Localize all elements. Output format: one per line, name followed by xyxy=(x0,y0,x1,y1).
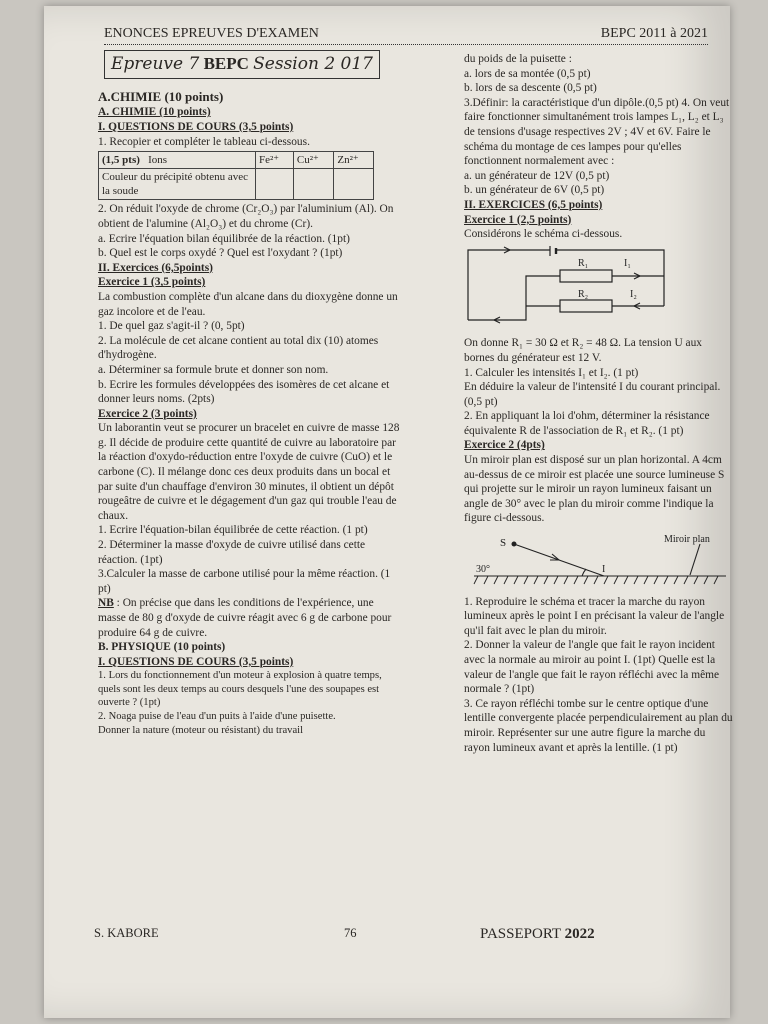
question-text: 2. Déterminer la masse d'oxyde de cuivre utilisé dans cette réaction. (1pt) xyxy=(98,539,366,566)
exercice1-physique-heading: Exercice 1 (2,5 points) xyxy=(464,213,572,226)
question-text: b. un générateur de 6V (0,5 pt) xyxy=(464,184,605,197)
exercices-heading: II. Exercices (6,5points) xyxy=(98,261,213,274)
header-left: ENONCES EPREUVES D'EXAMEN xyxy=(104,26,319,41)
chimie-heading: A.CHIMIE (10 points) xyxy=(98,88,224,104)
question-text: En déduire la valeur de l'intensité I du courant principal. (0,5 pt) xyxy=(464,381,721,408)
question-text: 2. La molécule de cet alcane contient au total dix (10) atomes d'hydrogène. xyxy=(98,334,379,362)
question-text: b. Ecrire les formules développées des isomères de cet alcane et donner leurs noms. (2pts) xyxy=(98,378,390,406)
resistor-r1 xyxy=(560,270,612,282)
question-text: La combustion complète d'un alcane dans du dioxygène donne un gaz incolore et de l'eau. xyxy=(98,290,398,318)
question-text: 2. Noaga puise de l'eau d'un puits à l'aide d'une puisette. xyxy=(98,711,336,723)
question-text: a. lors de sa montée (0,5 pt) xyxy=(464,67,591,80)
question-text: On donne R₁ = 30 Ω et R₂ = 48 Ω. La tension U aux bornes du générateur est 12 V. xyxy=(464,337,702,364)
mirror-diagram xyxy=(464,532,734,588)
header-right: BEPC 2011 à 2021 xyxy=(600,26,708,41)
chimie-subheading: A. CHIMIE (10 points) xyxy=(98,106,211,119)
label-i2: I₂ xyxy=(630,288,637,300)
exercice1-heading: Exercice 1 (3,5 points) xyxy=(98,276,206,289)
question-text: Considérons le schéma ci-dessous. xyxy=(464,228,623,241)
question-text: du poids de la puisette : xyxy=(464,53,572,65)
note-text: NB : On précise que dans les conditions de l'expérience, une masse de 80 g d'oxyde de cuivre réagit avec 6 g de carbone pour produire 64 g de cuivre. xyxy=(98,597,392,639)
question-text: b. lors de sa descente (0,5 pt) xyxy=(464,82,597,95)
physique-heading: B. PHYSIQUE (10 points) xyxy=(98,641,226,654)
question-text: 2. Donner la valeur de l'angle que fait le rayon incident avec la normale au miroir au point I. (1pt) Quelle est la valeur de l'angle que fait le rayon réfléchi avec la même normale ? (1pt) xyxy=(464,639,720,696)
exercice2-physique-heading: Exercice 2 (4pts) xyxy=(464,439,545,452)
question-text: 3.Calculer la masse de carbone utilisé pour la même réaction. (1 pt) xyxy=(98,568,391,595)
footer-author: S. KABORE xyxy=(94,926,159,940)
question-text: 1. De quel gaz s'agit-il ? (0, 5pt) xyxy=(98,320,245,333)
left-column xyxy=(98,46,404,737)
question-text: 3. Ce rayon réfléchi tombe sur le centre optique d'une lentille convergente placée perpendiculairement au plan du miroir. Représenter sur une autre figure la marche du rayon lumineux avant et après la lentille. (1 pt) xyxy=(464,697,733,754)
circuit-diagram xyxy=(464,246,674,326)
page-header xyxy=(104,26,708,45)
label-r1: R₁ xyxy=(578,257,589,269)
question-text: 2. En appliquant la loi d'ohm, déterminer la résistance équivalente R de l'association de R₁ et R₂. (1 pt) xyxy=(464,410,710,437)
ions-table: (1,5 pts) Ions Fe²⁺ Cu²⁺ Zn²⁺ Couleur du précipité obtenu avec la soude xyxy=(98,151,374,200)
footer-brand: PASSEPORT 2022 xyxy=(480,926,595,942)
epreuve-title: Epreuve 7 BEPC Session 2 017 xyxy=(104,50,380,79)
question-text: 1. Recopier et compléter le tableau ci-dessous. xyxy=(98,135,310,148)
question-text: 1. Reproduire le schéma et tracer la marche du rayon lumineux après le point I en précisant la valeur de l'angle qu'il fait avec le plan du miroir. xyxy=(464,595,725,637)
source-point xyxy=(512,542,517,547)
question-text: a. Ecrire l'équation bilan équilibrée de la réaction. (1pt) xyxy=(98,232,350,245)
question-text: 1. Calculer les intensités I₁ et I₂. (1 pt) xyxy=(464,366,639,379)
label-i: I xyxy=(602,564,606,576)
exercice2-heading: Exercice 2 (3 points) xyxy=(98,407,197,420)
question-text: 1. Ecrire l'équation-bilan équilibrée de cette réaction. (1 pt) xyxy=(98,524,368,537)
question-text: Donner la nature (moteur ou résistant) du travail xyxy=(98,724,304,736)
question-text: Un laborantin veut se procurer un bracelet en cuivre de masse 128 g. Il décide de produire cette quantité de cuivre au laboratoire par la réaction d'oxydo-réduction entre l'oxyde de cuivre (CuO) et le carbone (C). Il mélange donc ces deux produits dans un bocal et par suite d'un chauffage d'environ 30 minutes, il obtient un dépôt rougeâtre de cuivre et le dégagement d'un gaz qui trouble l'eau de chaux. xyxy=(98,422,400,522)
question-text: Un miroir plan est disposé sur un plan horizontal. A 4cm au-dessus de ce miroir est placée une source lumineuse S qui projette sur le miroir un rayon lumineux faisant un angle de 30° avec le plan du miroir comme l'indique la figure ci-dessous. xyxy=(464,454,725,525)
book-page xyxy=(44,6,733,1018)
label-miroir: Miroir plan xyxy=(664,534,710,546)
question-text: 2. On réduit l'oxyde de chrome (Cr₂O₃) par l'aluminium (Al). On obtient de l'alumine (Al₂O₃) et du chrome (Cr). xyxy=(98,203,394,230)
label-i1: I₁ xyxy=(624,257,631,269)
page-number: 76 xyxy=(344,926,357,940)
label-r2: R₂ xyxy=(578,288,589,300)
question-text: a. un générateur de 12V (0,5 pt) xyxy=(464,169,610,182)
question-text: 3.Définir: la caractéristique d'un dipôle.(0,5 pt) 4. On veut faire fonctionner simultanément trois lampes L₁, L₂ et L₃ de tensions d'usage respectives 2V ; 4V et 6V. Faire le schéma du montage de ces lampes pour qu'elles fonctionnent normalement avec : xyxy=(464,96,730,168)
exercices-heading-physique: II. EXERCICES (6,5 points) xyxy=(464,198,603,211)
questions-cours-heading-2: I. QUESTIONS DE COURS (3,5 points) xyxy=(98,655,294,668)
resistor-r2 xyxy=(560,300,612,312)
question-text: 1. Lors du fonctionnement d'un moteur à explosion à quatre temps, quels sont les deux temps au cours desquels l'une des soupapes est ouverte ? (1pt) xyxy=(98,670,382,709)
label-angle: 30° xyxy=(476,564,490,576)
question-text: a. Déterminer sa formule brute et donner son nom. xyxy=(98,363,329,376)
questions-cours-heading: I. QUESTIONS DE COURS (3,5 points) xyxy=(98,120,294,133)
question-text: b. Quel est le corps oxydé ? Quel est l'oxydant ? (1pt) xyxy=(98,247,343,260)
right-column xyxy=(464,52,734,755)
label-s: S xyxy=(500,537,507,550)
